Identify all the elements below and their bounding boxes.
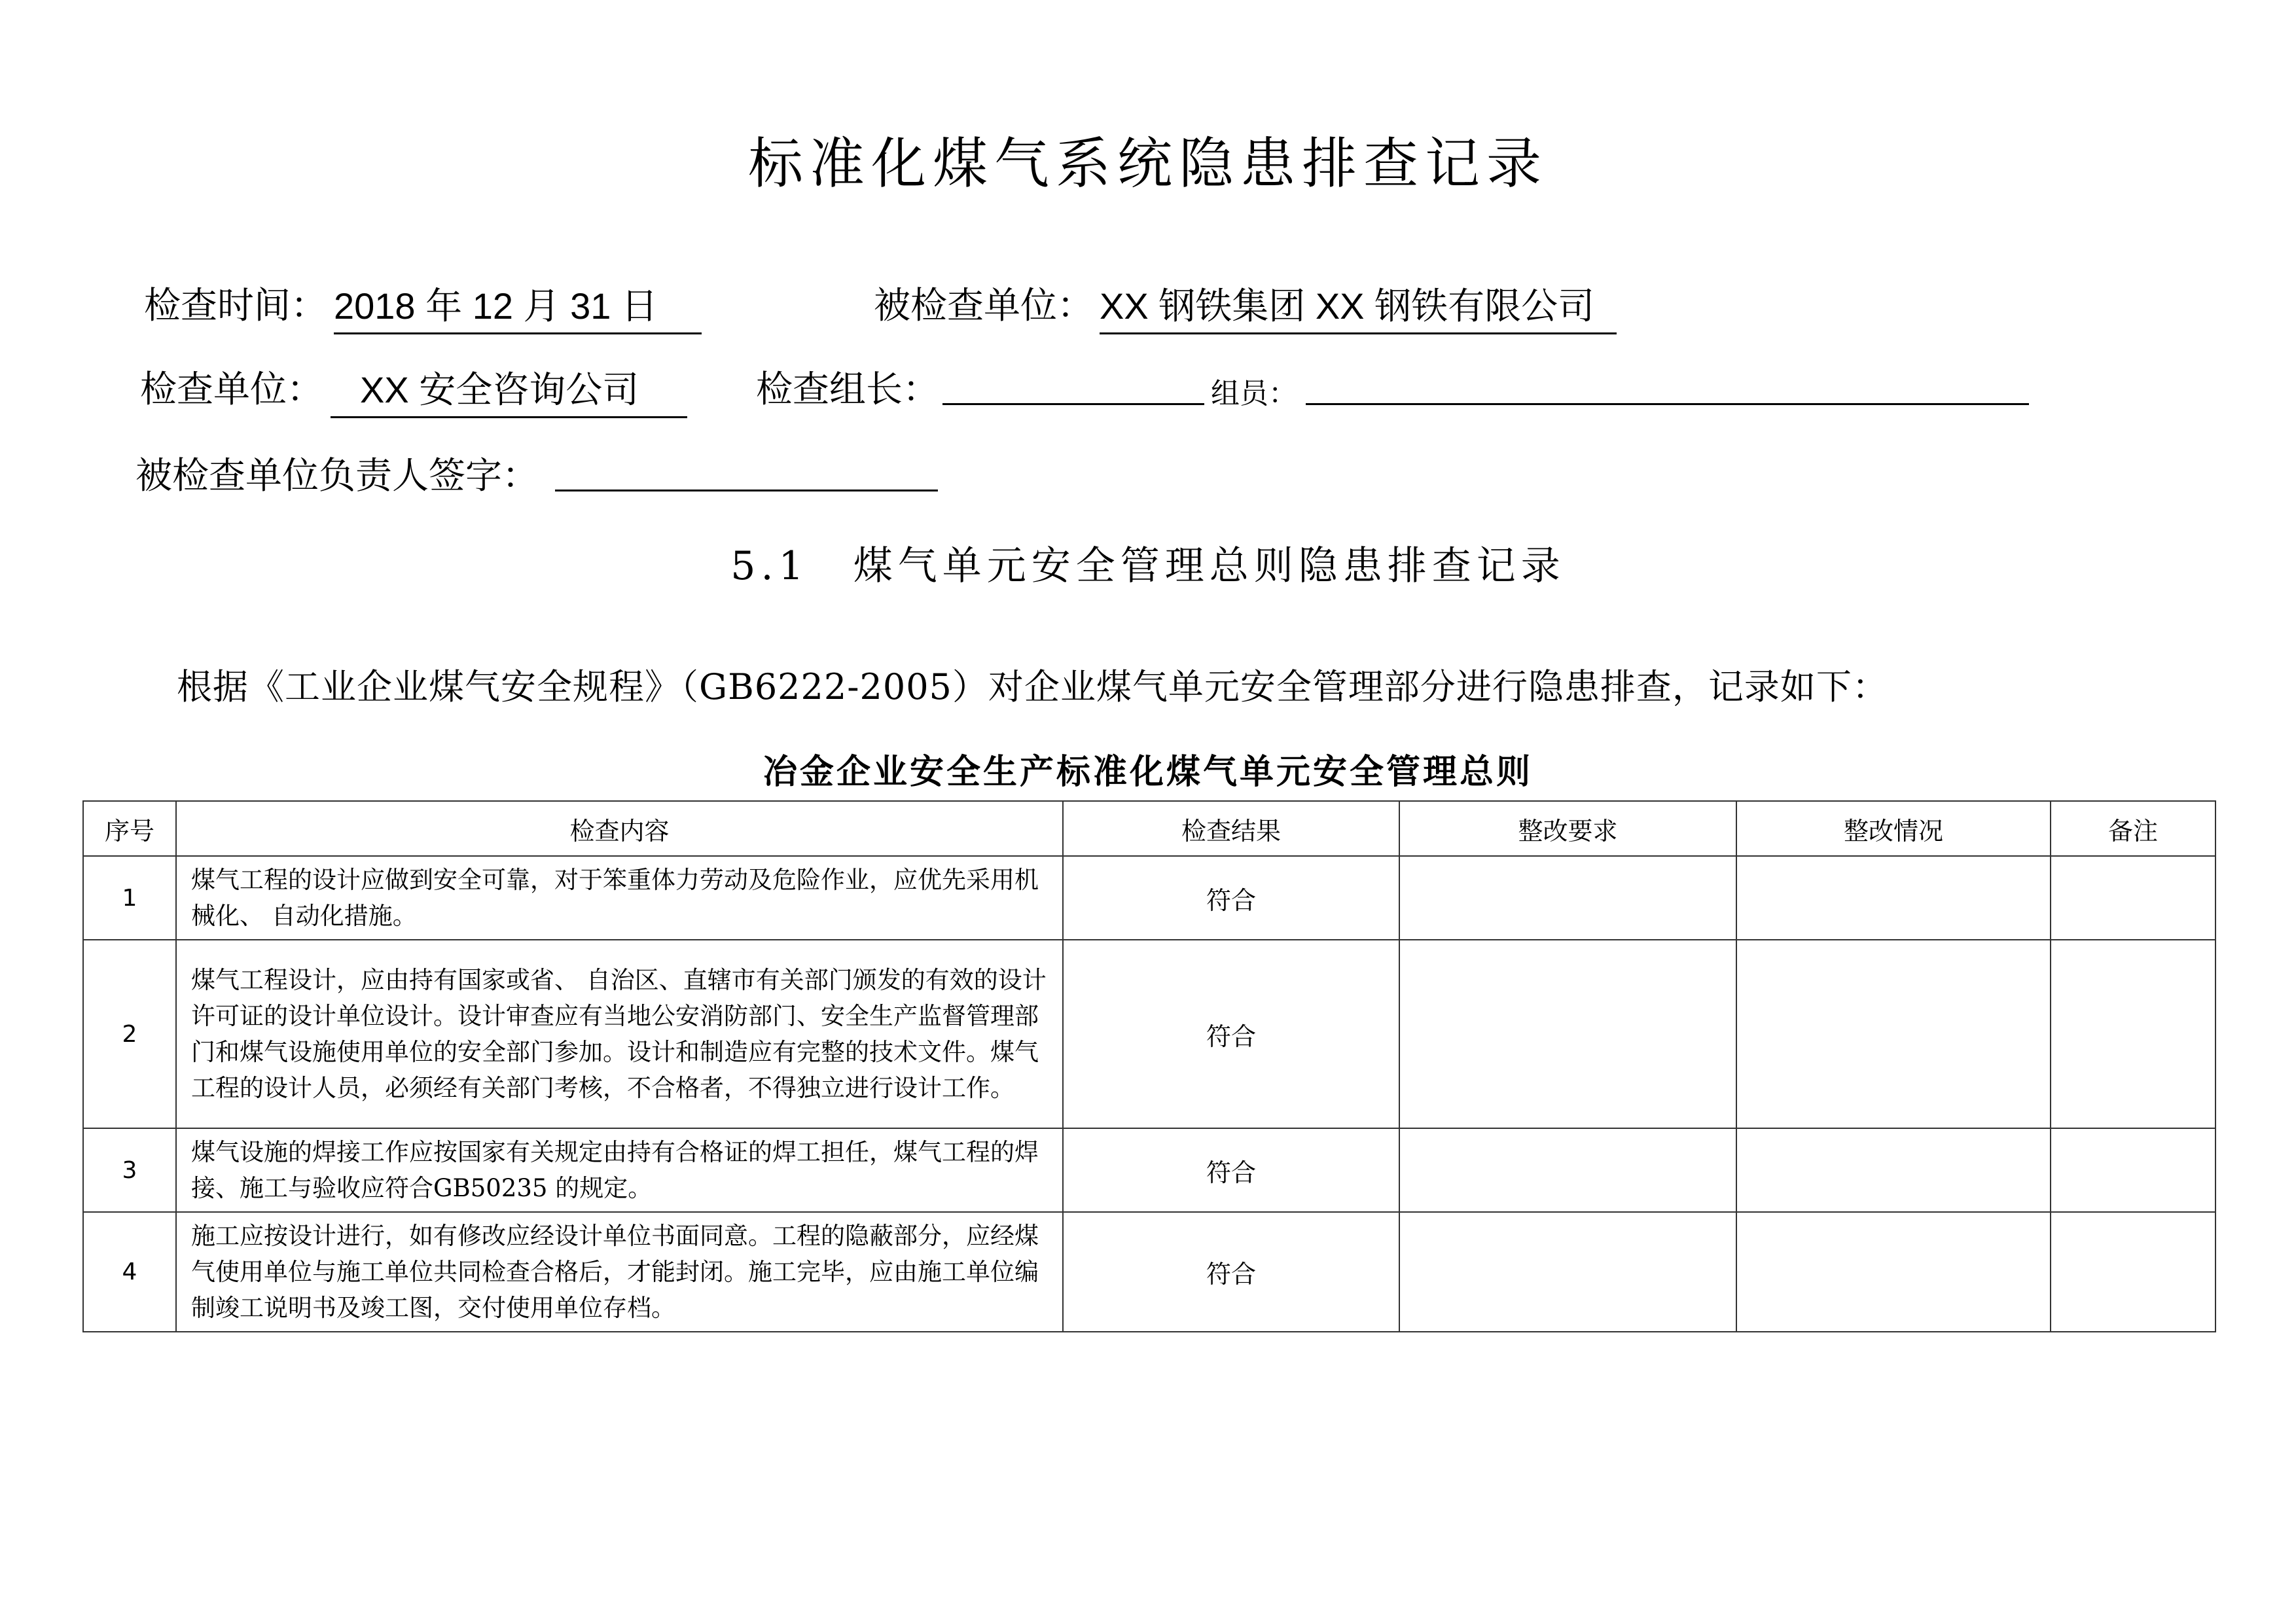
inspected-unit-value: XX 钢铁集团 XX 钢铁有限公司 [1100,280,1617,334]
table-row [83,1128,2215,1212]
header-result: 检查结果 [1063,801,1399,856]
table-row [83,1212,2215,1332]
checklist-table [82,800,2216,1332]
row-result: 符合 [1063,940,1399,1128]
row-requirement [1399,856,1736,940]
row-result: 符合 [1063,856,1399,940]
row-status [1736,1128,2051,1212]
row-no: 3 [83,1128,176,1212]
row-remark [2051,1128,2215,1212]
row-no: 1 [83,856,176,940]
row-remark [2051,856,2215,940]
intro-text: 根据《工业企业煤气安全规程》（GB6222-2005）对企业煤气单元安全管理部分进行隐患排查，记录如下： [177,666,1888,707]
inspected-unit-label: 被检查单位： [874,285,1094,327]
table-header-row [83,801,2215,856]
row-requirement [1399,940,1736,1128]
team-member-blank [1306,403,2029,405]
check-time-label: 检查时间： [144,285,327,327]
row-result: 符合 [1063,1128,1399,1212]
row-content: 施工应按设计进行，如有修改应经设计单位书面同意。工程的隐蔽部分，应经煤气使用单位与施工单位共同检查合格后，才能封闭。施工完毕，应由施工单位编制竣工说明书及竣工图，交付使用单位存档。 [176,1212,1063,1332]
document-title: 标准化煤气系统隐患排查记录 [747,132,1548,196]
check-unit-label: 检查单位： [140,368,323,411]
signature-label: 被检查单位负责人签字： [135,455,539,497]
row-content: 煤气工程设计，应由持有国家或省、 自治区、直辖市有关部门颁发的有效的设计许可证的设计单位设计。设计审查应有当地公安消防部门、安全生产监督管理部门和煤气设施使用单位的安全部门参加。设计和制造应有完整的技术文件。煤气工程的设计人员，必须经有关部门考核，不合格者，不得独立进行设计工作。 [176,940,1063,1128]
team-leader-label: 检查组长： [756,368,939,411]
row-requirement [1399,1128,1736,1212]
table-title: 冶金企业安全生产标准化煤气单元安全管理总则 [762,752,1533,792]
header-remark: 备注 [2051,801,2215,856]
section-heading: 5.1 煤气单元安全管理总则隐患排查记录 [730,543,1566,589]
row-remark [2051,1212,2215,1332]
row-status [1736,856,2051,940]
header-no: 序号 [83,801,176,856]
row-content: 煤气工程的设计应做到安全可靠，对于笨重体力劳动及危险作业，应优先采用机械化、 自动化措施。 [176,856,1063,940]
row-content: 煤气设施的焊接工作应按国家有关规定由持有合格证的焊工担任，煤气工程的焊接、施工与验收应符合GB50235 的规定。 [176,1128,1063,1212]
check-time-value: 2018 年 12 月 31 日 [334,280,702,334]
check-unit-value: XX 安全咨询公司 [331,364,687,418]
header-content: 检查内容 [176,801,1063,856]
row-no: 2 [83,940,176,1128]
header-status: 整改情况 [1736,801,2051,856]
row-remark [2051,940,2215,1128]
row-status [1736,1212,2051,1332]
table-row [83,856,2215,940]
team-member-label: 组员： [1211,377,1297,410]
row-result: 符合 [1063,1212,1399,1332]
signature-blank [555,490,938,491]
header-requirement: 整改要求 [1399,801,1736,856]
row-status [1736,940,2051,1128]
row-requirement [1399,1212,1736,1332]
team-leader-blank [942,403,1204,405]
table-row [83,940,2215,1128]
row-no: 4 [83,1212,176,1332]
